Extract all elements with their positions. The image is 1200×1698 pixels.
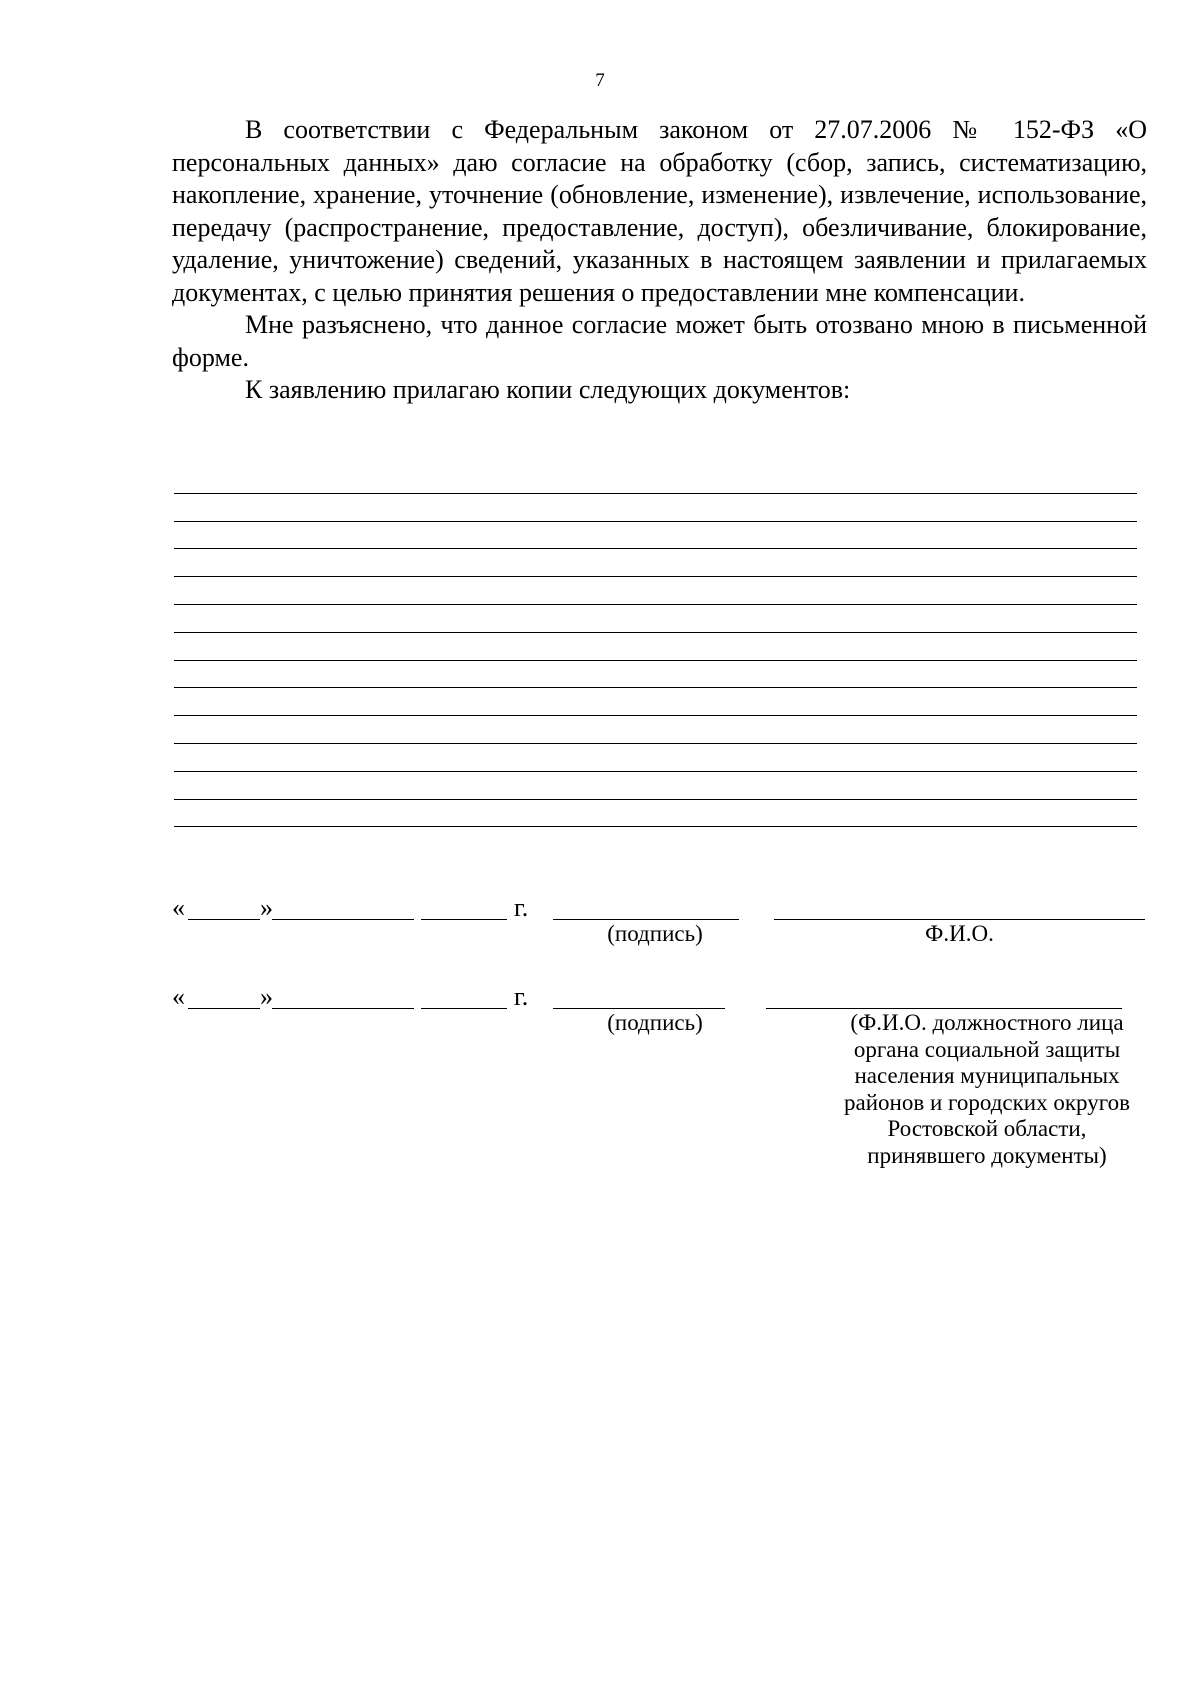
attachment-line[interactable] [174, 549, 1137, 577]
official-caption [822, 1010, 1152, 1169]
full-name-field[interactable] [774, 918, 1145, 920]
official-caption-line: районов и городских округов [844, 1089, 1130, 1115]
attachment-line[interactable] [174, 522, 1137, 550]
page-number: 7 [595, 70, 605, 91]
official-caption-line: (Ф.И.О. должностного лица [850, 1010, 1124, 1035]
attachment-line[interactable] [174, 494, 1137, 522]
year-field[interactable] [421, 918, 507, 920]
attachment-line[interactable] [174, 466, 1137, 494]
attachment-line[interactable] [174, 688, 1137, 716]
month-field[interactable] [272, 918, 414, 920]
consent-text [172, 114, 1147, 407]
close-quote: » [260, 893, 273, 922]
attachment-line[interactable] [174, 661, 1137, 689]
attachments-intro: К заявлению прилагаю копии следующих документов: [245, 375, 851, 404]
attachments-lines [174, 466, 1137, 827]
full-name-caption: Ф.И.О. [925, 921, 994, 946]
attachment-line[interactable] [174, 800, 1137, 828]
attachment-line[interactable] [174, 605, 1137, 633]
signature-caption: (подпись) [607, 1010, 703, 1035]
attachment-line[interactable] [174, 744, 1137, 772]
year-suffix: г. [514, 893, 529, 922]
revocation-paragraph: Мне разъяснено, что данное согласие может быть отозвано мною в письменной форме. [172, 310, 1147, 372]
official-caption-line: органа социальной защиты [853, 1036, 1121, 1062]
official-name-field[interactable] [766, 1007, 1122, 1009]
signature-caption: (подпись) [607, 921, 703, 946]
official-caption-line: населения муниципальных [854, 1063, 1120, 1088]
close-quote: » [260, 982, 273, 1011]
official-caption-line: Ростовской области, [887, 1116, 1087, 1141]
official-caption-line: принявшего документы) [867, 1142, 1107, 1168]
consent-paragraph: В соответствии с Федеральным законом от 27.07.2006 № 152-ФЗ «О персональных данных» даю согласие на обработку (сбор, запись, систематизацию, накопление, хранение, уточнение (обновление, изменение), извлечение, использование, передачу (распространение, предоставление, доступ), обезличивание, блокирование, удаление, уничтожение) сведений, указанных в настоящем заявлении и прилагаемых документах, с целью принятия решения о предоставлении мне компенсации. [172, 115, 1147, 307]
year-suffix: г. [514, 982, 529, 1011]
attachment-line[interactable] [174, 633, 1137, 661]
attachment-line[interactable] [174, 772, 1137, 800]
attachment-line[interactable] [174, 716, 1137, 744]
day-field[interactable] [188, 918, 260, 920]
day-field[interactable] [188, 1007, 260, 1009]
signature-field[interactable] [553, 918, 739, 920]
open-quote: « [172, 893, 185, 922]
attachment-line[interactable] [174, 577, 1137, 605]
open-quote: « [172, 982, 185, 1011]
month-field[interactable] [272, 1007, 414, 1009]
year-field[interactable] [421, 1007, 507, 1009]
signature-field[interactable] [553, 1007, 725, 1009]
